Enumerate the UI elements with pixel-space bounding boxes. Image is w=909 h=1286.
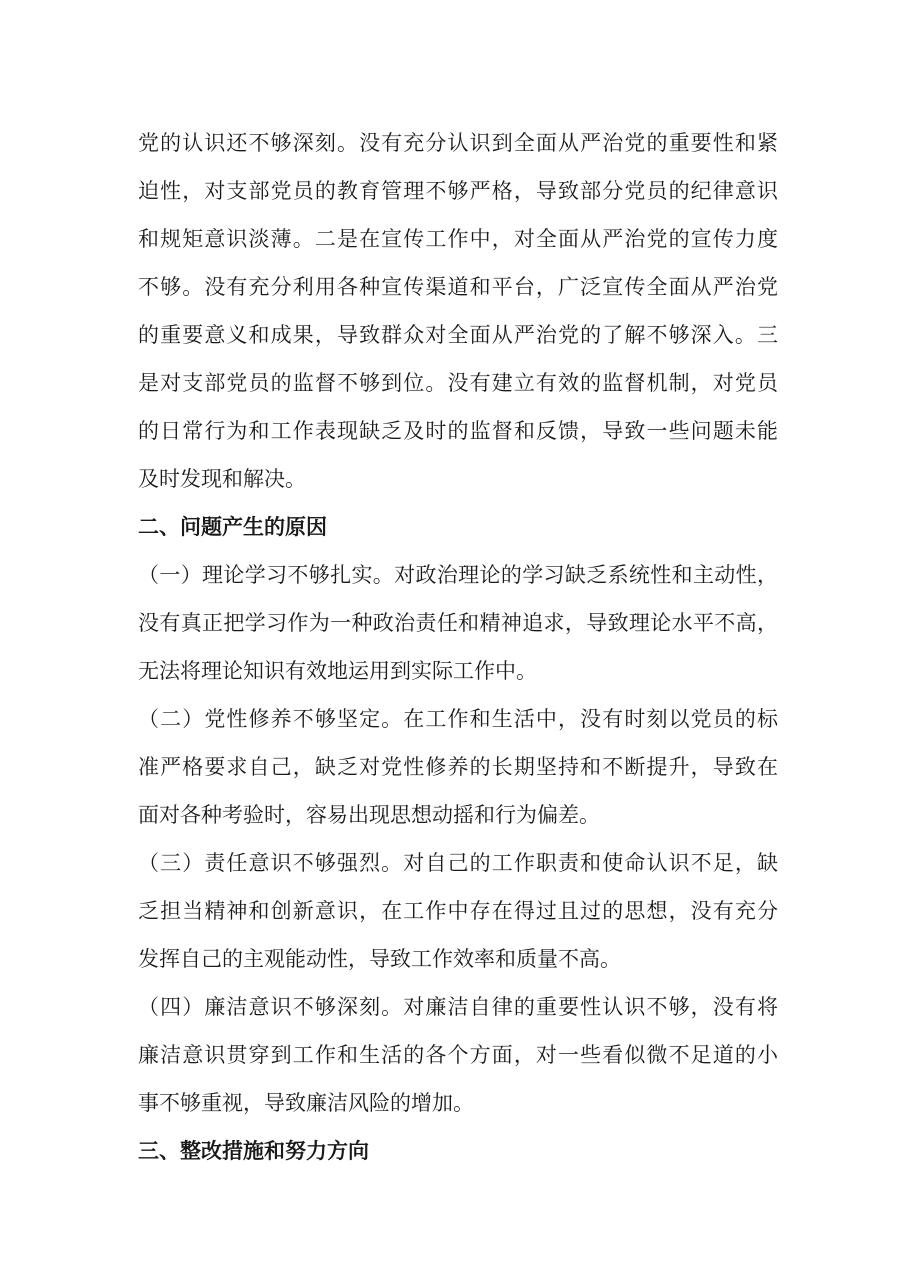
document-body [138, 119, 778, 1175]
body-line: 乏担当精神和创新意识，在工作中存在得过且过的思想，没有充分 [138, 899, 778, 923]
body-line-last: 及时发现和解决。 [138, 467, 306, 491]
body-line: 没有真正把学习作为一种政治责任和精神追求，导致理论水平不高， [138, 611, 778, 635]
body-line-last: 面对各种考验时，容易出现思想动摇和行为偏差。 [138, 803, 600, 827]
body-line: （二）党性修养不够坚定。在工作和生活中，没有时刻以党员的标 [138, 707, 778, 731]
body-line: 党的认识还不够深刻。没有充分认识到全面从严治党的重要性和紧 [138, 131, 778, 155]
body-line: （四）廉洁意识不够深刻。对廉洁自律的重要性认识不够，没有将 [138, 995, 778, 1019]
body-line: 不够。没有充分利用各种宣传渠道和平台，广泛宣传全面从严治党 [138, 275, 778, 299]
body-line: 和规矩意识淡薄。二是在宣传工作中，对全面从严治党的宣传力度 [138, 227, 778, 251]
body-line: （一）理论学习不够扎实。对政治理论的学习缺乏系统性和主动性， [138, 563, 778, 587]
body-line: 的日常行为和工作表现缺乏及时的监督和反馈，导致一些问题未能 [138, 419, 778, 443]
body-line-last: 发挥自己的主观能动性，导致工作效率和质量不高。 [138, 947, 621, 971]
body-line: 迫性，对支部党员的教育管理不够严格，导致部分党员的纪律意识 [138, 179, 778, 203]
body-line-last: 事不够重视，导致廉洁风险的增加。 [138, 1091, 474, 1115]
section-heading-causes: 二、问题产生的原因 [138, 515, 327, 539]
body-line: 廉洁意识贯穿到工作和生活的各个方面，对一些看似微不足道的小 [138, 1043, 778, 1067]
body-line: （三）责任意识不够强烈。对自己的工作职责和使命认识不足，缺 [138, 851, 778, 875]
body-line: 是对支部党员的监督不够到位。没有建立有效的监督机制，对党员 [138, 371, 778, 395]
section-heading-measures: 三、整改措施和努力方向 [138, 1139, 369, 1163]
body-line: 准严格要求自己，缺乏对党性修养的长期坚持和不断提升，导致在 [138, 755, 778, 779]
body-line-last: 无法将理论知识有效地运用到实际工作中。 [138, 659, 537, 683]
body-line: 的重要意义和成果，导致群众对全面从严治党的了解不够深入。三 [138, 323, 778, 347]
